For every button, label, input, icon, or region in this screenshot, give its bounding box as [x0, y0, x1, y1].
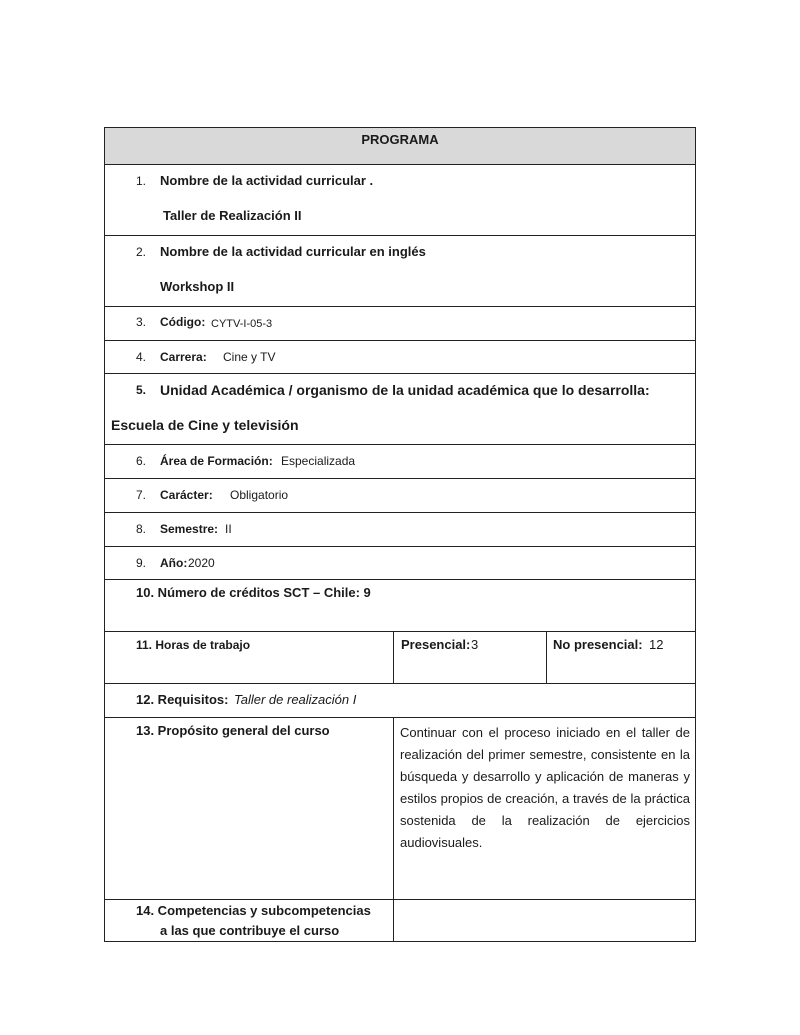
- competencies-value-cell: [393, 900, 695, 941]
- item-value: Obligatorio: [230, 488, 289, 502]
- item-label: Nombre de la actividad curricular en inglés: [160, 244, 426, 259]
- item-value: Especializada: [281, 454, 356, 468]
- page-title: PROGRAMA: [361, 132, 439, 147]
- item-number: 6.: [136, 454, 147, 468]
- no-presencial-cell: [546, 632, 695, 683]
- program-table: [104, 127, 696, 942]
- item-4-row: [105, 340, 695, 373]
- item-number: 8.: [136, 522, 147, 536]
- item-7-row: [105, 478, 695, 512]
- item-label: Carácter:: [160, 488, 213, 502]
- item-label: Área de Formación:: [160, 454, 273, 468]
- item-label-line1: 14. Competencias y subcompetencias: [136, 903, 371, 918]
- item-number: 7.: [136, 488, 147, 502]
- item-number: 3.: [136, 315, 147, 329]
- item-label: Carrera:: [160, 350, 207, 364]
- hours-label-cell: [105, 632, 393, 683]
- item-9-row: [105, 546, 695, 579]
- item-6-row: [105, 444, 695, 478]
- item-11-row: [105, 631, 695, 683]
- item-number: 1.: [136, 174, 147, 188]
- item-5-row: [105, 373, 695, 444]
- item-10-row: [105, 579, 695, 631]
- item-label: 11. Horas de trabajo: [136, 638, 251, 652]
- item-value: Taller de Realización II: [163, 208, 302, 223]
- no-presencial-value: 12: [649, 637, 664, 652]
- purpose-value-cell: [393, 718, 695, 899]
- item-label: Nombre de la actividad curricular .: [160, 173, 374, 188]
- item-value: Cine y TV: [223, 350, 276, 364]
- item-1-row: [105, 164, 695, 235]
- item-value: Workshop II: [160, 279, 235, 294]
- item-14-row: [105, 899, 695, 941]
- item-value: II: [225, 522, 232, 536]
- no-presencial-label: No presencial:: [553, 637, 643, 652]
- item-number: 2.: [136, 245, 147, 259]
- item-label-line2: a las que contribuye el curso: [160, 923, 340, 938]
- item-12-row: [105, 683, 695, 717]
- item-number: 5.: [136, 383, 147, 397]
- item-label: Semestre:: [160, 522, 219, 536]
- item-value: CYTV-I-05-3: [211, 318, 273, 330]
- competencies-label-cell: [105, 900, 393, 941]
- item-label: Unidad Académica / organismo de la unidad académica que lo desarrolla:: [160, 382, 650, 398]
- item-label: Código:: [160, 315, 206, 329]
- item-number: 9.: [136, 556, 147, 570]
- item-value: Escuela de Cine y televisión: [111, 417, 299, 433]
- item-13-row: [105, 717, 695, 899]
- presencial-value: 3: [471, 637, 479, 652]
- item-value: Taller de realización I: [234, 692, 357, 707]
- item-label: Año:: [160, 556, 188, 570]
- item-label: 10. Número de créditos SCT – Chile: 9: [136, 585, 371, 600]
- purpose-text: Continuar con el proceso iniciado en el taller de realización del primer semestre, consistente en la búsqueda y desarrollo y aplicación de maneras y estilos propios de creación, a través de la práctica sostenida de la realización de ejercicios audiovisuales.: [400, 725, 690, 850]
- item-label: 12. Requisitos:: [136, 692, 229, 707]
- item-number: 4.: [136, 350, 147, 364]
- presencial-cell: [393, 632, 546, 683]
- item-3-row: [105, 306, 695, 340]
- item-8-row: [105, 512, 695, 546]
- item-2-row: [105, 235, 695, 306]
- item-label: 13. Propósito general del curso: [136, 723, 330, 738]
- presencial-label: Presencial:: [401, 637, 471, 652]
- header-row: [105, 128, 695, 164]
- purpose-label-cell: [105, 718, 393, 899]
- item-value: 2020: [188, 556, 215, 570]
